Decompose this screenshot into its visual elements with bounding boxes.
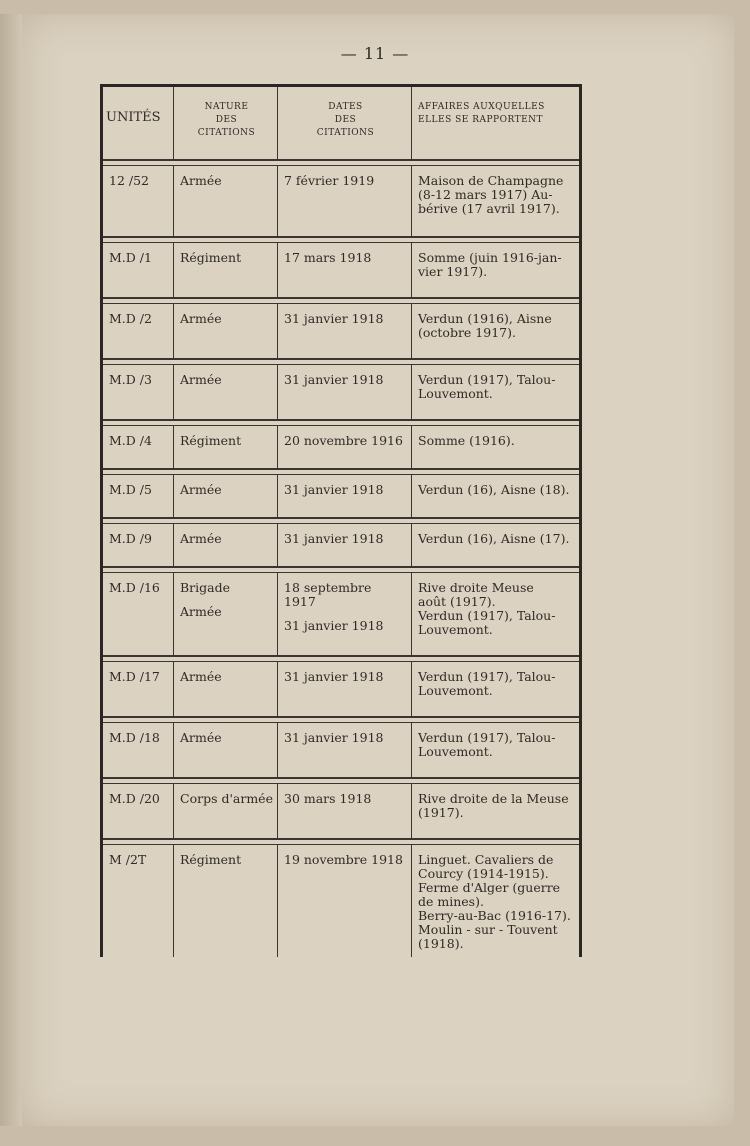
- nature-cell: Armée: [173, 662, 277, 716]
- nature-cell: Armée: [173, 166, 277, 236]
- unit-cell: M.D /18: [109, 730, 160, 745]
- affairs-cell: Somme (1916).: [411, 426, 573, 468]
- affairs-cell: Verdun (1917), Talou- Louvemont.: [411, 662, 573, 716]
- table-row: [103, 572, 579, 657]
- nature-cell: Corps d'armée: [173, 784, 277, 838]
- date-cell: 31 janvier 1918: [277, 365, 411, 419]
- affairs-cell: Verdun (1916), Aisne (octobre 1917).: [411, 304, 573, 358]
- affairs-cell: Linguet. Cavaliers de Courcy (1914-1915). Ferme d'Alger (guerre de mines). Berry-au-Bac (1916-17). Moulin - sur - Touvent (1918).: [411, 845, 573, 957]
- unit-cell: M /2T: [109, 852, 147, 867]
- nature-cell: Armée: [173, 304, 277, 358]
- affairs-cell: Rive droite de la Meuse (1917).: [411, 784, 573, 838]
- table-row: [103, 474, 579, 519]
- unit-cell: M.D /9: [109, 531, 152, 546]
- table-row: [103, 165, 579, 238]
- table-header: [103, 87, 579, 161]
- table-row: [103, 661, 579, 718]
- unit-cell: M.D /20: [109, 791, 160, 806]
- unit-cell: M.D /1: [109, 250, 152, 265]
- affairs-cell: Verdun (1917), Talou- Louvemont.: [411, 365, 573, 419]
- table-row: [103, 844, 579, 957]
- table-row: [103, 303, 579, 360]
- nature-cell: Armée: [173, 723, 277, 777]
- date-cell: 19 novembre 1918: [277, 845, 411, 957]
- date-cell: 20 novembre 1916: [277, 426, 411, 468]
- date-cell: 31 janvier 1918: [277, 723, 411, 777]
- date-cell: 17 mars 1918: [277, 243, 411, 297]
- table-row: [103, 523, 579, 568]
- table-row: [103, 722, 579, 779]
- nature-cell: Régiment: [173, 845, 277, 957]
- nature-cell: Brigade Armée: [173, 573, 277, 655]
- unit-cell: M.D /3: [109, 372, 152, 387]
- nature-cell: Armée: [173, 475, 277, 517]
- nature-cell: Armée: [173, 365, 277, 419]
- header-units: UNITÉS: [106, 110, 161, 125]
- unit-cell: M.D /17: [109, 669, 160, 684]
- date-cell: 31 janvier 1918: [277, 662, 411, 716]
- nature-cell: Régiment: [173, 243, 277, 297]
- table-row: [103, 242, 579, 299]
- table-row: [103, 783, 579, 840]
- unit-cell: M.D /5: [109, 482, 152, 497]
- unit-cell: M.D /2: [109, 311, 152, 326]
- unit-cell: M.D /4: [109, 433, 152, 448]
- date-cell: 7 février 1919: [277, 166, 411, 236]
- affairs-cell: Rive droite Meuse août (1917). Verdun (1917), Talou- Louvemont.: [411, 573, 573, 655]
- header-dates: DATES DES CITATIONS: [277, 87, 411, 159]
- table-row: [103, 364, 579, 421]
- header-affairs: AFFAIRES AUXQUELLES ELLES SE RAPPORTENT: [411, 87, 573, 159]
- affairs-cell: Verdun (16), Aisne (18).: [411, 475, 573, 517]
- citations-table: [100, 84, 582, 957]
- date-cell: 31 janvier 1918: [277, 475, 411, 517]
- page-edge: [0, 14, 24, 1126]
- affairs-cell: Verdun (1917), Talou- Louvemont.: [411, 723, 573, 777]
- date-cell: 30 mars 1918: [277, 784, 411, 838]
- date-cell: 31 janvier 1918: [277, 304, 411, 358]
- affairs-cell: Verdun (16), Aisne (17).: [411, 524, 573, 566]
- unit-cell: M.D /16: [109, 580, 160, 595]
- unit-cell: 12 /52: [109, 173, 149, 188]
- nature-cell: Armée: [173, 524, 277, 566]
- affairs-cell: Maison de Champagne (8-12 mars 1917) Au- bérive (17 avril 1917).: [411, 166, 573, 236]
- nature-cell: Régiment: [173, 426, 277, 468]
- affairs-cell: Somme (juin 1916-jan- vier 1917).: [411, 243, 573, 297]
- date-cell: 18 septembre 1917 31 janvier 1918: [277, 573, 411, 655]
- page-number: — 11 —: [340, 44, 410, 63]
- date-cell: 31 janvier 1918: [277, 524, 411, 566]
- table-row: [103, 425, 579, 470]
- header-nature: NATURE DES CITATIONS: [173, 87, 277, 159]
